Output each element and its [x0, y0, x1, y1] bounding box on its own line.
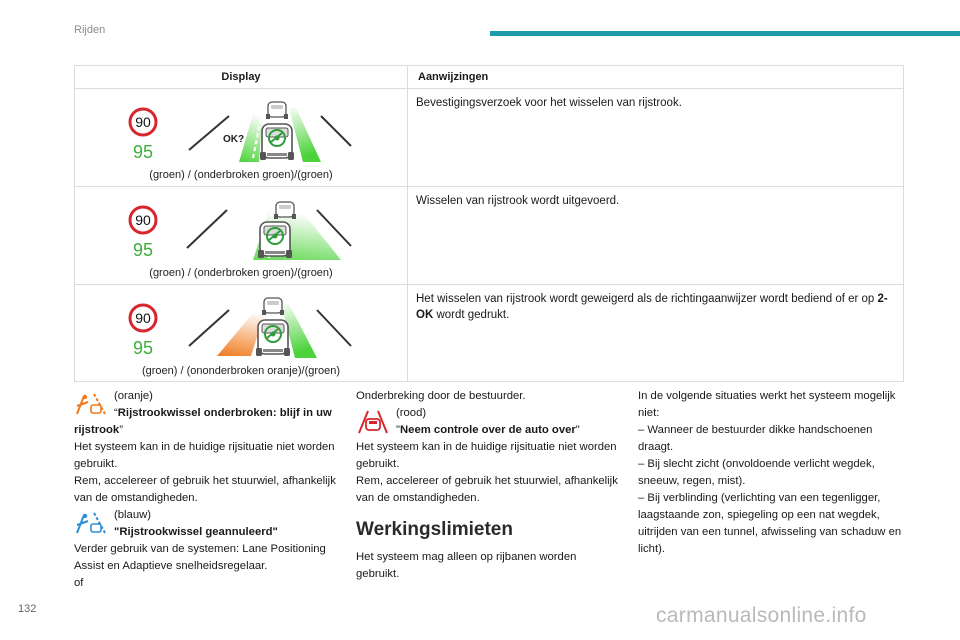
vehicle-ahead-icon [266, 102, 288, 119]
paragraph: Het systeem kan in de huidige rijsituatie niet worden gebruikt. [74, 441, 335, 470]
instruction-cell: Het wisselen van rijstrook wordt geweigerd als de richtingaanwijzer wordt bediend of er op 2-OK wordt gedrukt. [408, 285, 904, 382]
current-speed-value: 95 [132, 240, 154, 260]
ok-prompt: OK? [223, 134, 245, 145]
vehicle-ahead-icon [274, 202, 296, 219]
table-row [75, 285, 904, 382]
lane-change-active-illustration [121, 196, 361, 264]
speed-limit-value: 90 [135, 114, 151, 130]
current-speed-value: 95 [132, 142, 154, 162]
display-caption: (groen) / (onderbroken groen)/(groen) [149, 267, 333, 279]
col-header-display: Display [75, 66, 408, 89]
watermark: carmanualsonline.info [656, 604, 867, 627]
column-2: Onderbreking door de bestuurder. (rood) "Neem controle over de auto over" Het systeem kan in de huidige rijsituatie niet worden gebruikt. Rem, accelereer of gebruik het stuurwiel, afhankelijk van de omstandigheden. Werkingslimieten Het systeem mag alleen op rijbanen worden gebruikt. [356, 388, 622, 583]
speed-limit-value: 90 [135, 212, 151, 228]
list-item: – Bij verblinding (verlichting van een tegenligger, laagstaande zon, spiegeling op een nat wegdek, uitrijden van een tunnel, afwisseling van schaduw en licht). [638, 492, 902, 555]
paragraph: Rem, accelereer of gebruik het stuurwiel, afhankelijk van de omstandigheden. [74, 475, 336, 504]
table-row [75, 187, 904, 285]
table-row [75, 89, 904, 187]
display-cell [75, 187, 408, 285]
vehicle-ahead-icon [262, 298, 284, 315]
display-table [74, 65, 904, 382]
status-color-label: (blauw) [114, 509, 152, 521]
column-3 [638, 388, 908, 558]
left-lane-line [189, 310, 229, 346]
page-number: 132 [18, 603, 37, 615]
left-lane-line [187, 210, 227, 248]
current-speed-value: 95 [132, 338, 154, 358]
paragraph: In de volgende situaties werkt het systeem mogelijk niet: [638, 390, 896, 419]
paragraph: Verder gebruik van de systemen: Lane Positioning Assist en Adaptieve snelheidsregelaar. [74, 543, 326, 572]
header-accent-bar [490, 31, 960, 36]
list-item: – Wanneer de bestuurder dikke handschoenen draagt. [638, 424, 873, 453]
display-caption: (groen) / (onderbroken groen)/(groen) [149, 169, 333, 181]
display-caption: (groen) / (ononderbroken oranje)/(groen) [141, 365, 341, 377]
instruction-cell: Wisselen van rijstrook wordt uitgevoerd. [408, 187, 904, 285]
right-lane-line [317, 310, 351, 346]
status-message: Rijstrookwissel onderbroken: blijf in uw rijstrook [74, 407, 332, 436]
lane-change-request-illustration [121, 98, 361, 166]
status-color-label: (oranje) [114, 390, 153, 402]
col-header-instructions: Aanwijzingen [408, 66, 904, 89]
lane-change-cancelled-blue-icon [74, 509, 108, 535]
display-cell [75, 89, 408, 187]
paragraph: Onderbreking door de bestuurder. [356, 390, 526, 402]
button-reference: 2-OK [416, 293, 888, 321]
paragraph: Het systeem mag alleen op rijbanen worden gebruikt. [356, 551, 577, 580]
paragraph: of [74, 577, 84, 589]
status-color-label: (rood) [396, 407, 427, 419]
lane-change-interrupted-orange-icon [74, 390, 108, 416]
right-lane-line [321, 116, 351, 146]
status-message: "Rijstrookwissel geannuleerd" [114, 526, 278, 538]
instruction-cell: Bevestigingsverzoek voor het wisselen van rijstrook. [408, 89, 904, 187]
section-title: Rijden [74, 24, 106, 36]
paragraph: Het systeem kan in de huidige rijsituatie niet worden gebruikt. [356, 441, 617, 470]
list-item: – Bij slecht zicht (onvoldoende verlicht wegdek, sneeuw, regen, mist). [638, 458, 875, 487]
paragraph: Rem, accelereer of gebruik het stuurwiel, afhankelijk van de omstandigheden. [356, 475, 618, 504]
lane-change-refused-illustration [121, 294, 361, 362]
take-control-red-icon [356, 407, 390, 435]
status-message: Neem controle over de auto over [400, 424, 576, 436]
speed-limit-value: 90 [135, 310, 151, 326]
section-heading: Werkingslimieten [356, 519, 513, 540]
table-header-row [75, 66, 904, 89]
display-cell [75, 285, 408, 382]
column-1: (oranje) “Rijstrookwissel onderbroken: blijf in uw rijstrook” Het systeem kan in de huidige rijsituatie niet worden gebruikt. Rem, accelereer of gebruik het stuurwiel, afhankelijk van de omstandigheden. (blauw) "Rijstrookwissel geannuleerd" Verder gebruik van de systemen: Lane Positioning Assist en Adaptieve snelheidsregelaar. of [74, 388, 340, 592]
